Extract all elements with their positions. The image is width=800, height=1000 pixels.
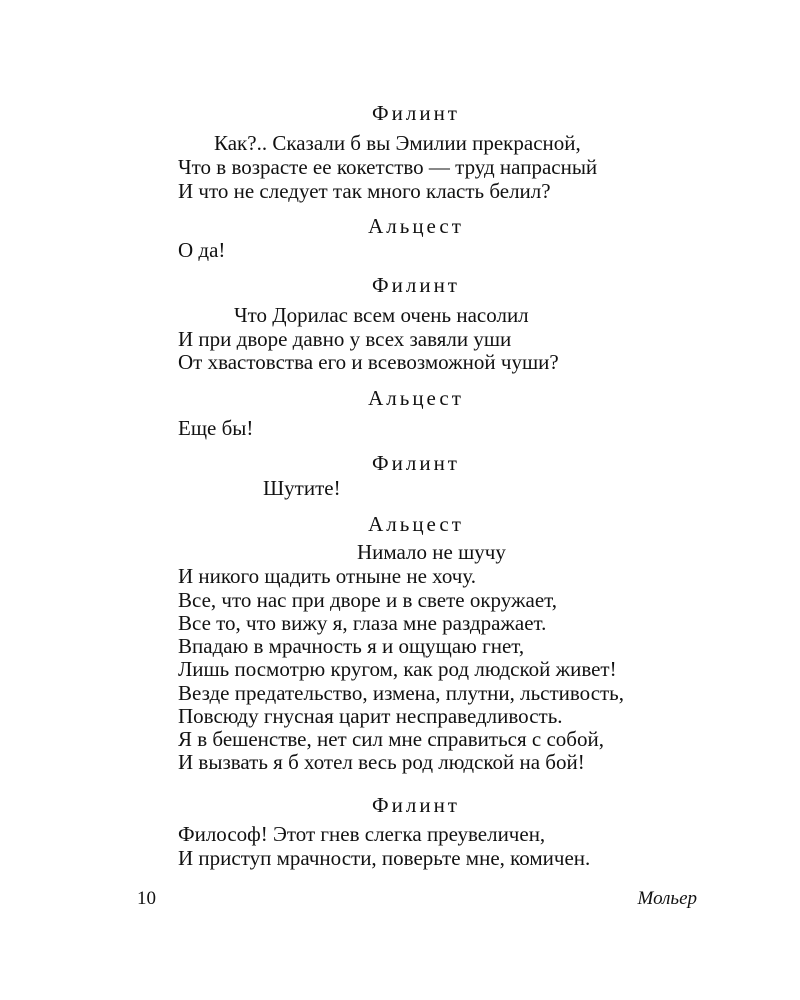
verse-line: Я в бешенстве, нет сил мне справиться с собой, (178, 727, 604, 751)
speaker-name: Филинт (372, 451, 460, 475)
running-footer-author: Мольер (637, 888, 697, 909)
verse-line: Нимало не шучу (357, 540, 506, 564)
verse-line: Еще бы! (178, 416, 254, 440)
verse-line: Шутите! (263, 476, 341, 500)
verse-line: Что в возрасте ее кокетство — труд напрасный (178, 155, 598, 179)
speaker-name: Филинт (372, 793, 460, 817)
verse-line: Впадаю в мрачность я и ощущаю гнет, (178, 634, 525, 658)
verse-line: Как?.. Сказали б вы Эмилии прекрасной, (214, 131, 581, 155)
verse-line: От хвастовства его и всевозможной чуши? (178, 350, 559, 374)
verse-line: И что не следует так много класть белил? (178, 179, 551, 203)
verse-line: Философ! Этот гнев слегка преувеличен, (178, 822, 546, 846)
speaker-name: Филинт (372, 101, 460, 125)
verse-line: Все, что нас при дворе и в свете окружает, (178, 588, 557, 612)
verse-line: Лишь посмотрю кругом, как род людской живет! (178, 657, 617, 681)
speaker-name: Филинт (372, 273, 460, 297)
verse-line: Что Дорилас всем очень насолил (234, 303, 529, 327)
speaker-name: Альцест (368, 386, 464, 410)
verse-line: О да! (178, 238, 226, 262)
verse-line: И вызвать я б хотел весь род людской на бой! (178, 750, 585, 774)
speaker-name: Альцест (368, 512, 464, 536)
verse-line: Повсюду гнусная царит несправедливость. (178, 704, 563, 728)
verse-line: Везде предательство, измена, плутни, льстивость, (178, 681, 625, 705)
verse-line: И при дворе давно у всех завяли уши (178, 327, 512, 351)
verse-line: И приступ мрачности, поверьте мне, комичен. (178, 846, 591, 870)
verse-line: Все то, что вижу я, глаза мне раздражает. (178, 611, 547, 635)
verse-line: И никого щадить отныне не хочу. (178, 564, 477, 588)
speaker-name: Альцест (368, 214, 464, 238)
page-number: 10 (137, 888, 156, 909)
